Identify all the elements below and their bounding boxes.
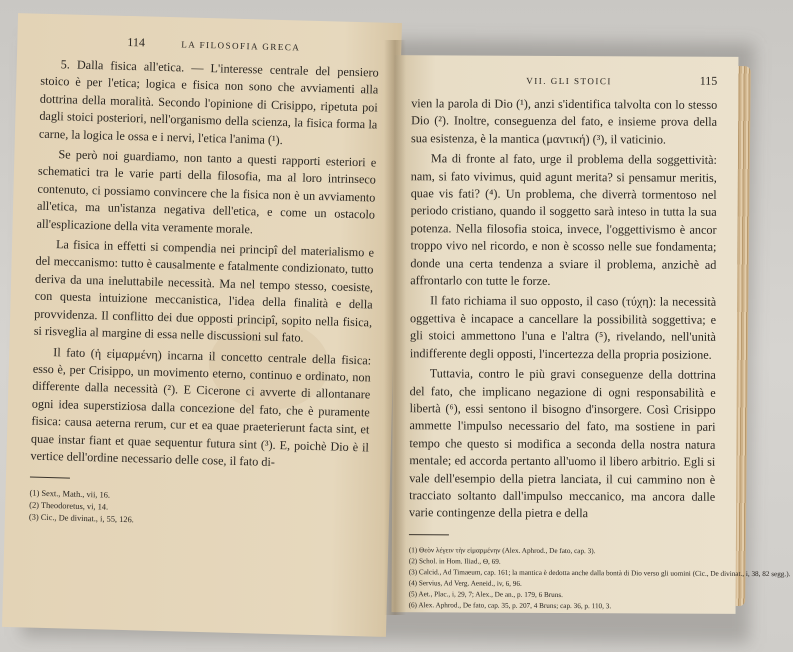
book-gutter <box>384 40 406 615</box>
page-number: 114 <box>127 34 146 50</box>
footnotes <box>408 545 791 612</box>
footnotes <box>29 488 368 532</box>
right-page-content <box>408 69 791 612</box>
footnote: (5) Aet., Plac., i, 29, 7; Alex., De an., p. 179, 6 Bruns. <box>408 589 563 599</box>
right-page-header <box>411 69 717 97</box>
running-head: LA FILOSOFIA GRECA <box>181 39 301 53</box>
body-text <box>409 95 717 523</box>
footnote: (2) Schol. in Hom. Iliad., Θ, 69. <box>408 556 501 566</box>
right-page <box>392 55 791 614</box>
footnote: (1) Sext., Math., vii, 16. <box>29 488 111 500</box>
footnote: (3) Cic., De divinat., i, 55, 126. <box>28 512 134 525</box>
paragraph: Tuttavia, contro le più gravi conseguenze della dottrina del fato, che implicano negazione di ogni responsabilità e libertà (⁶), essi sentono il bisogno d'insorgere. Così Crisippo ammette l'impulso necessario del fato, ma sostiene in pari tempo che questo si modifica a seconda della nostra natura mentale; ed accorda pertanto all'uomo il libero arbitrio. Egli si vale dell'esempio della pietra lanciata, il cui cammino non è tracciato soltanto dall'impulso meccanico, ma ancora dalle varie contingenze della pietra e della <box>409 366 716 521</box>
footnote-divider <box>30 477 70 479</box>
running-head: VII. GLI STOICI <box>526 75 612 87</box>
footnote: (1) Θεὸν λέγειν τὴν εἱμαρμένην (Alex. Aphrod., De fato, cap. 3). <box>408 545 596 555</box>
paragraph: 5. Dalla fisica all'etica. — L'interesse centrale del pensiero stoico è per l'etica; logica e fisica non sono che avviamenti alla dottrina della moralità. Secondo l'opinione di Crisippo, ripetuta poi dagli stoici posteriori, nell'organismo della scienza, la fisica forma la carne, la logica le ossa e i nervi, l'etica l'anima (¹). <box>38 57 379 147</box>
body-text <box>30 56 379 474</box>
paragraph: Il fato (ἡ εἱμαρμένη) incarna il concetto centrale della fisica: esso è, per Crisippo, un movimento eterno, continuo e ordinato, non differente dalla necessità (²). E Cicerone ci avverte di allontanare ogni idea superstiziosa dalla concezione del fato, che è puramente fisica: causa aeterna rerum, cur et ea quae praeterierunt facta sint, et quae instar fiant et quae sequentur futura sint (³). E, poichè Dio è il vertice dell'ordine necessario delle cose, il fato di- <box>30 344 372 469</box>
footnote-divider <box>409 534 449 535</box>
left-page-content <box>29 30 380 533</box>
paragraph: Ma di fronte al fato, urge il problema della soggettività: nam, si fato vivimus, quid agunt merita? si pensamur meritis, quae vis fati? (⁴). Un problema, che diverrà tormentoso nel periodo cristiano, quando il soggetto sarà inteso in tutta la sua potenza. Nella filosofia stoica, invece, l'oggettivismo è ancor troppo vivo nel ricordo, e non è scosso nelle sue fondamenta; donde una certa tendenza a sviare il problema, anzichè ad affrontarlo con tutte le forze. <box>410 151 717 288</box>
left-page <box>2 13 402 637</box>
paragraph: Il fato richiama il suo opposto, il caso (τύχη): la necessità oggettiva è incapace a cancellare la possibilità soggettiva; e gli stoici ammettono l'una e l'altra (⁵), rivelando, nell'unità indifferente degli opposti, l'incertezza della propria posizione. <box>409 293 717 362</box>
paragraph: La fisica in effetti si compendia nei principî del materialismo e del meccanismo: tutto è causalmente e fatalmente condizionato, tutto deriva da una ineluttabile necessità. Ma nel tempo stesso, coesiste, con questa intuizione meccanistica, l'idea della finalità e della provvidenza. Il conflitto dei due opposti principî, sopito nella fisica, si risveglia al margine di essa nelle discussioni sul fato. <box>33 237 375 345</box>
footnote: (2) Theodoretus, vi, 14. <box>29 500 109 512</box>
footnote: (3) Calcid., Ad Timaeum, cap. 161; la mantica è dedotta anche dalla bontà di Dio verso gli uomini (Cic., De divinat., i, 38, 82 segg.). <box>408 567 791 578</box>
footnote: (6) Alex. Aphrod., De fato, cap. 35, p. 207, 4 Bruns; cap. 36, p. 110, 3. <box>408 600 612 610</box>
page-number: 115 <box>699 73 718 88</box>
footnote: (4) Servius, Ad Verg. Aeneid., iv, 6, 96. <box>408 578 522 588</box>
paragraph: vien la parola di Dio (¹), anzi s'identifica talvolta con lo stesso Dio (²). Inoltre, conseguenza del fato, e insieme prova della sua esistenza, è la mantica (μαντική) (³), il vaticinio. <box>410 96 718 147</box>
paragraph: Se però noi guardiamo, non tanto a questi rapporti esteriori e schematici tra le varie parti della filosofia, ma al loro intrinseco contenuto, ci possiamo convincere che la fisica non è un avviamento all'etica, ma un'istanza negativa dell'etica, e come un ostacolo all'esplicazione della vita veramente morale. <box>36 147 377 236</box>
